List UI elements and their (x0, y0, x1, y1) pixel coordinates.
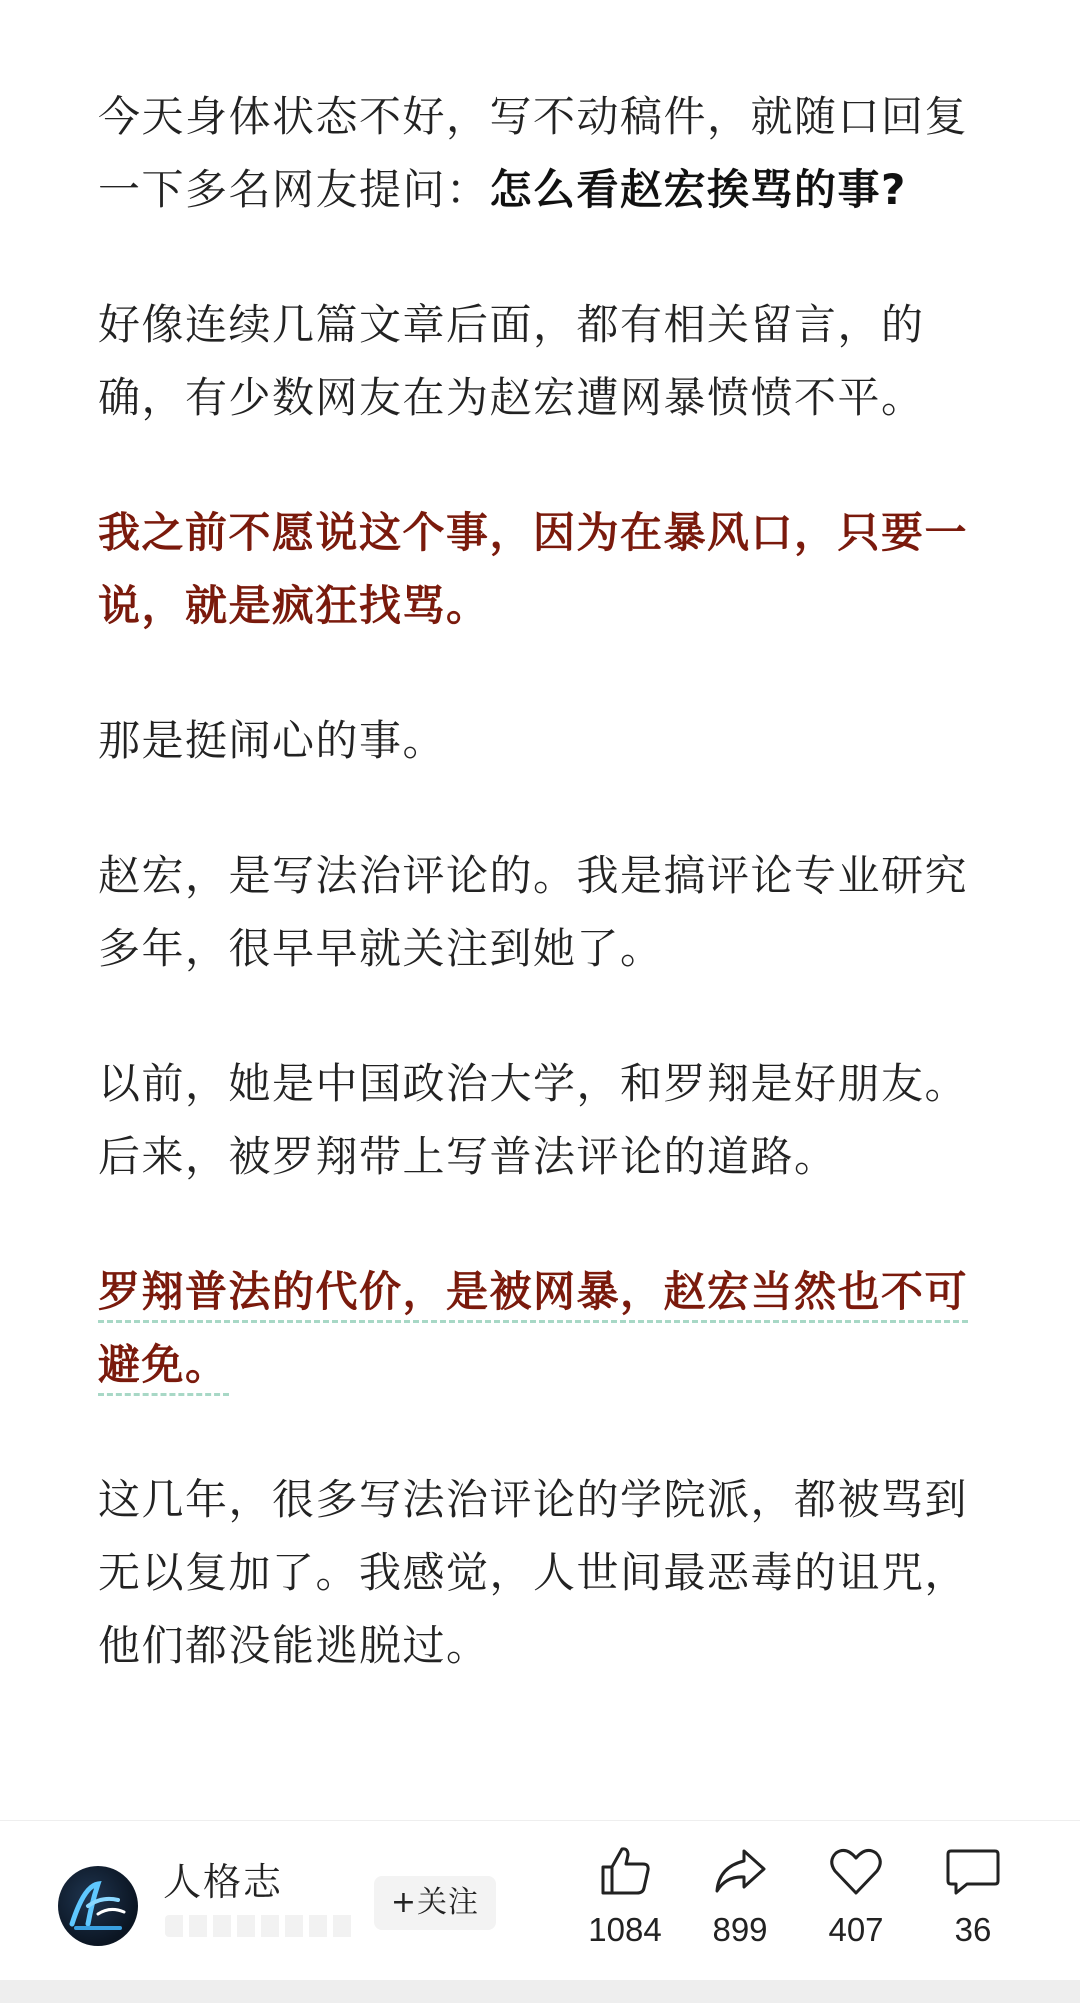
highlight-paragraph-2 (98, 1255, 982, 1401)
share-arrow-icon (710, 1841, 770, 1901)
paragraph-2: 好像连续几篇文章后面，都有相关留言，的确，有少数网友在为赵宏遭网暴愤愤不平。 (98, 300, 925, 422)
paragraph-1-text: 今天身体状态不好，写不动稿件，就随口回复一下多名网友提问： (98, 92, 969, 214)
comment-button[interactable] (923, 1841, 1023, 1949)
share-count: 899 (712, 1911, 768, 1948)
heart-icon (826, 1841, 886, 1901)
bottom-edge-strip (0, 1980, 1080, 2003)
comment-bubble-icon (943, 1841, 1003, 1901)
author-logo-icon (58, 1866, 138, 1946)
author-avatar[interactable] (58, 1866, 138, 1946)
follow-button[interactable]: +关注 (374, 1876, 496, 1930)
comment-count: 36 (954, 1911, 992, 1948)
bottom-action-bar (0, 1820, 1080, 1981)
paragraph-5: 赵宏，是写法治评论的。我是搞评论专业研究多年，很早早就关注到她了。 (98, 851, 969, 973)
paragraph-6: 以前，她是中国政治大学，和罗翔是好朋友。后来，被罗翔带上写普法评论的道路。 (98, 1059, 969, 1181)
like-button[interactable] (575, 1841, 675, 1949)
author-subtitle-placeholder (165, 1915, 355, 1937)
highlight-paragraph-1: 我之前不愿说这个事，因为在暴风口，只要一说，就是疯狂找骂。 (98, 508, 969, 630)
share-button[interactable] (690, 1841, 790, 1949)
favorite-button[interactable] (806, 1841, 906, 1949)
paragraph-8: 这几年，很多写法治评论的学院派，都被骂到无以复加了。我感觉，人世间最恶毒的诅咒，他们都没能逃脱过。 (98, 1475, 969, 1670)
highlight-paragraph-2-text: 罗翔普法的代价，是被网暴，赵宏当然也不可避免。 (98, 1267, 968, 1396)
thumbs-up-icon (595, 1841, 655, 1901)
paragraph-1 (98, 80, 982, 226)
author-name[interactable]: 人格志 (163, 1860, 284, 1904)
paragraph-4: 那是挺闹心的事。 (98, 716, 447, 765)
favorite-count: 407 (828, 1911, 884, 1948)
paragraph-1-bold-question: 怎么看赵宏挨骂的事? (489, 165, 907, 214)
like-count: 1084 (588, 1911, 662, 1948)
